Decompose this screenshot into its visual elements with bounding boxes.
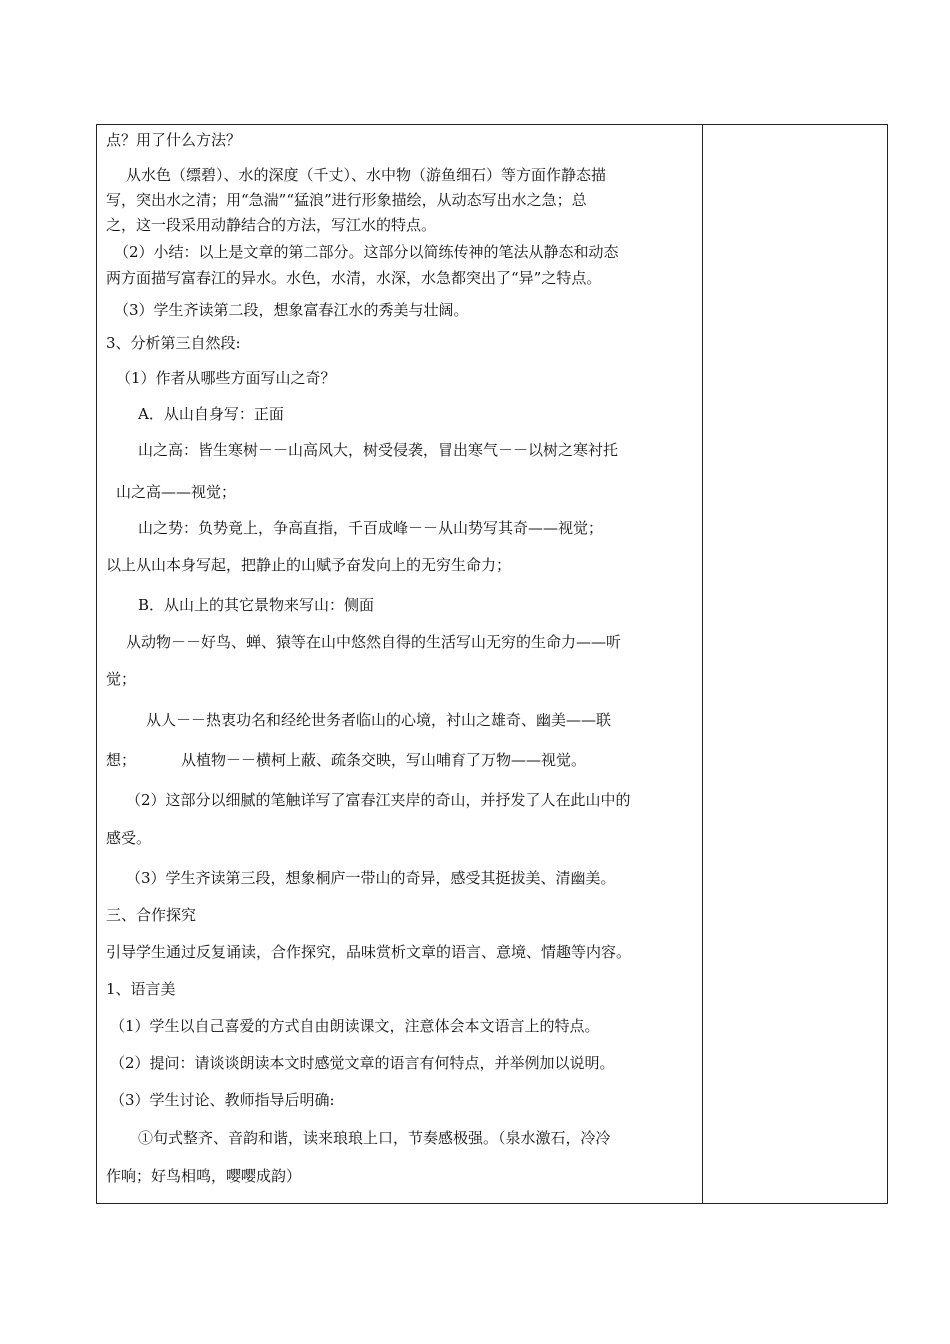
section-heading: 1、语言美 bbox=[106, 980, 176, 998]
text-line: 感受。 bbox=[106, 829, 152, 847]
text-line: （2）这部分以细腻的笔触详写了富春江夹岸的奇山，并抒发了人在此山中的 bbox=[126, 791, 631, 809]
text-line: （2）提问：请谈谈朗读本文时感觉文章的语言有何特点，并举例加以说明。 bbox=[110, 1054, 615, 1072]
text-line: A．从山自身写：正面 bbox=[138, 405, 284, 423]
text-line: （3）学生齐读第三段，想象桐庐一带山的奇异，感受其挺拔美、清幽美。 bbox=[126, 869, 616, 887]
text-line: 觉； bbox=[106, 670, 137, 688]
text-line: 想； bbox=[106, 751, 137, 769]
text-line: 从人－－热衷功名和经纶世务者临山的心境，衬山之雄奇、幽美——联 bbox=[146, 711, 612, 729]
text-line: （1）学生以自己喜爱的方式自由朗读课文，注意体会本文语言上的特点。 bbox=[110, 1017, 600, 1035]
text-line: 引导学生通过反复诵读，合作探究，品味赏析文章的语言、意境、情趣等内容。 bbox=[106, 943, 632, 961]
column-divider bbox=[702, 124, 703, 1204]
text-line: （2）小结：以上是文章的第二部分。这部分以简练传神的笔法从静态和动态 bbox=[114, 243, 619, 261]
text-line: ①句式整齐、音韵和谐，读来琅琅上口，节奏感极强。（泉水激石，冷冷 bbox=[138, 1129, 611, 1147]
section-heading: 3、分析第三自然段: bbox=[106, 334, 241, 352]
text-line: 从动物－－好鸟、蝉、猿等在山中悠然自得的生活写山无穷的生命力——听 bbox=[126, 633, 622, 651]
text-line: （3）学生讨论、教师指导后明确: bbox=[110, 1091, 335, 1109]
text-line: 两方面描写富春江的异水。水色，水清，水深，水急都突出了“异”之特点。 bbox=[106, 269, 602, 287]
text-line: 山之高：皆生寒树－－山高风大，树受侵袭，冒出寒气－－以树之寒衬托 bbox=[138, 441, 619, 459]
text-line: 从植物－－横柯上蔽、疏条交映，写山哺育了万物——视觉。 bbox=[181, 751, 587, 769]
text-line: （1）作者从哪些方面写山之奇？ bbox=[116, 369, 336, 387]
text-line: 点？用了什么方法？ bbox=[106, 131, 242, 149]
text-line: 作响；好鸟相鸣，嘤嘤成韵） bbox=[106, 1167, 302, 1185]
text-line: 之，这一段采用动静结合的方法，写江水的特点。 bbox=[106, 216, 437, 234]
text-line: 以上从山本身写起，把静止的山赋予奋发向上的无穷生命力； bbox=[106, 556, 512, 574]
text-line: 从水色（缥碧）、水的深度（千丈）、水中物（游鱼细石）等方面作静态描 bbox=[126, 166, 607, 184]
text-line: B．从山上的其它景物来写山：侧面 bbox=[138, 596, 375, 614]
section-heading: 三、合作探究 bbox=[106, 906, 197, 924]
text-line: 山之高——视觉； bbox=[116, 483, 237, 501]
text-line: （3）学生齐读第二段，想象富春江水的秀美与壮阔。 bbox=[114, 301, 469, 319]
text-line: 山之势：负势竟上，争高直指，千百成峰－－从山势写其奇——视觉； bbox=[138, 519, 604, 537]
text-line: 写，突出水之清；用“急湍”“猛浪”进行形象描绘，从动态写出水之急；总 bbox=[106, 191, 587, 209]
